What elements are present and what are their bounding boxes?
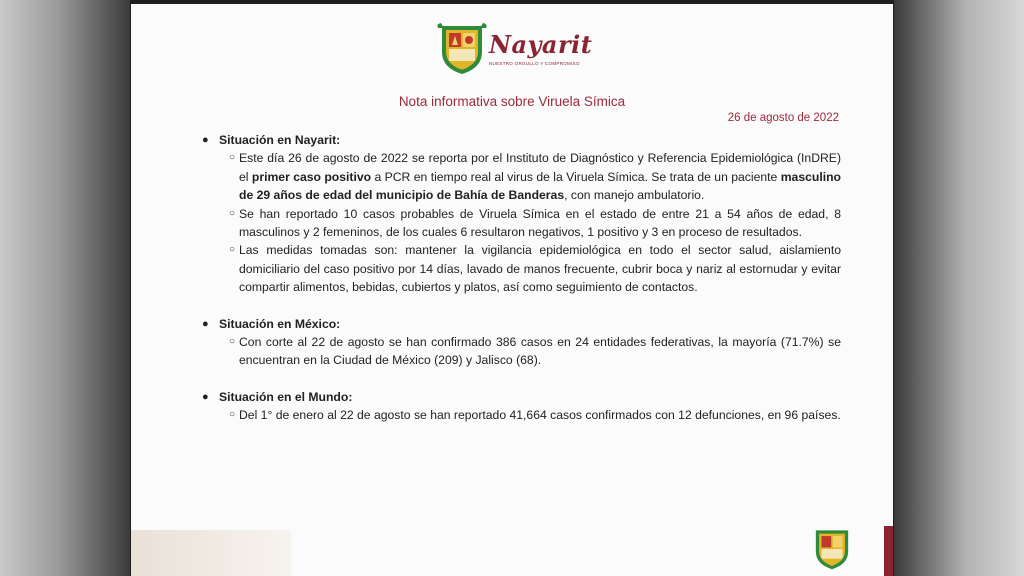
bullet-icon: ● — [202, 317, 209, 330]
circle-bullet-icon: ○ — [229, 409, 236, 421]
highlight-text: primer caso positivo — [251, 169, 372, 184]
list-item: ○ Las medidas tomadas son: mantener la vigilancia epidemiológica en todo el sector salud, aislamiento domiciliario del caso positivo por 14 días, lavado de manos frecuente, cubrir boca y nariz al estornudar y evitar compartir alimentos, bebidas, cubiertos y platos, así como seguimiento de contactos. — [229, 243, 841, 295]
circle-bullet-icon: ○ — [229, 152, 236, 164]
brand-tagline: NUESTRO ORGULLO Y COMPROMISO — [489, 61, 580, 66]
list-item: ○ Del 1° de enero al 22 de agosto se han reportado 41,664 casos confirmados con 12 defunciones, en 96 países. — [191, 406, 841, 424]
brand-wordmark: Nayarit — [489, 30, 593, 59]
highlight-text: masculino de 29 años de edad del municipio de Bahía de Banderas — [239, 169, 841, 203]
bullet-icon: ● — [202, 390, 209, 403]
section-heading: ● Situación en el Mundo: — [191, 388, 841, 406]
circle-bullet-icon: ○ — [229, 244, 236, 256]
section-nayarit — [191, 131, 841, 297]
section-heading: ● Situación en Nayarit: — [191, 131, 841, 149]
section-mexico — [191, 315, 841, 370]
section-mundo — [191, 388, 841, 425]
list-item: ○ Se han reportado 10 casos probables de Viruela Símica en el estado de entre 21 a 54 años de edad, 8 masculinos y 2 femeninos, de los cuales 6 resultaron negativos, 1 positivo y 3 en proceso de resultados. — [229, 206, 841, 240]
document-title: Nota informativa sobre Viruela Símica — [398, 94, 626, 109]
background-right-blur — [894, 0, 1024, 576]
circle-bullet-icon: ○ — [229, 336, 236, 348]
list-item: ○ Con corte al 22 de agosto se han confirmado 386 casos en 24 entidades federativas, la mayoría (71.7%) se encuentran en la Ciudad de México (209) y Jalisco (68). — [229, 335, 841, 368]
bullet-icon: ● — [202, 134, 209, 146]
section-heading: ● Situación en México: — [191, 315, 841, 333]
list-item: ○ Este día 26 de agosto de 2022 se reporta por el Instituto de Diagnóstico y Referencia Epidemiológica (InDRE) el primer caso positivo a PCR en tiempo real al virus de la Viruela Símica. Se trata de un paciente masculino de 29 años de edad del municipio de Bahía de Banderas, con manejo ambulatorio. — [229, 151, 841, 203]
document-page — [131, 4, 893, 576]
footer-decoration — [131, 530, 291, 576]
footer-coat-of-arms-icon — [811, 526, 853, 572]
circle-bullet-icon: ○ — [229, 207, 236, 219]
footer-accent-bar — [884, 526, 893, 576]
document-body — [191, 131, 841, 435]
background-left-blur — [0, 0, 130, 576]
nayarit-coat-of-arms-icon — [436, 22, 488, 76]
document-date: 26 de agosto de 2022 — [727, 112, 839, 124]
